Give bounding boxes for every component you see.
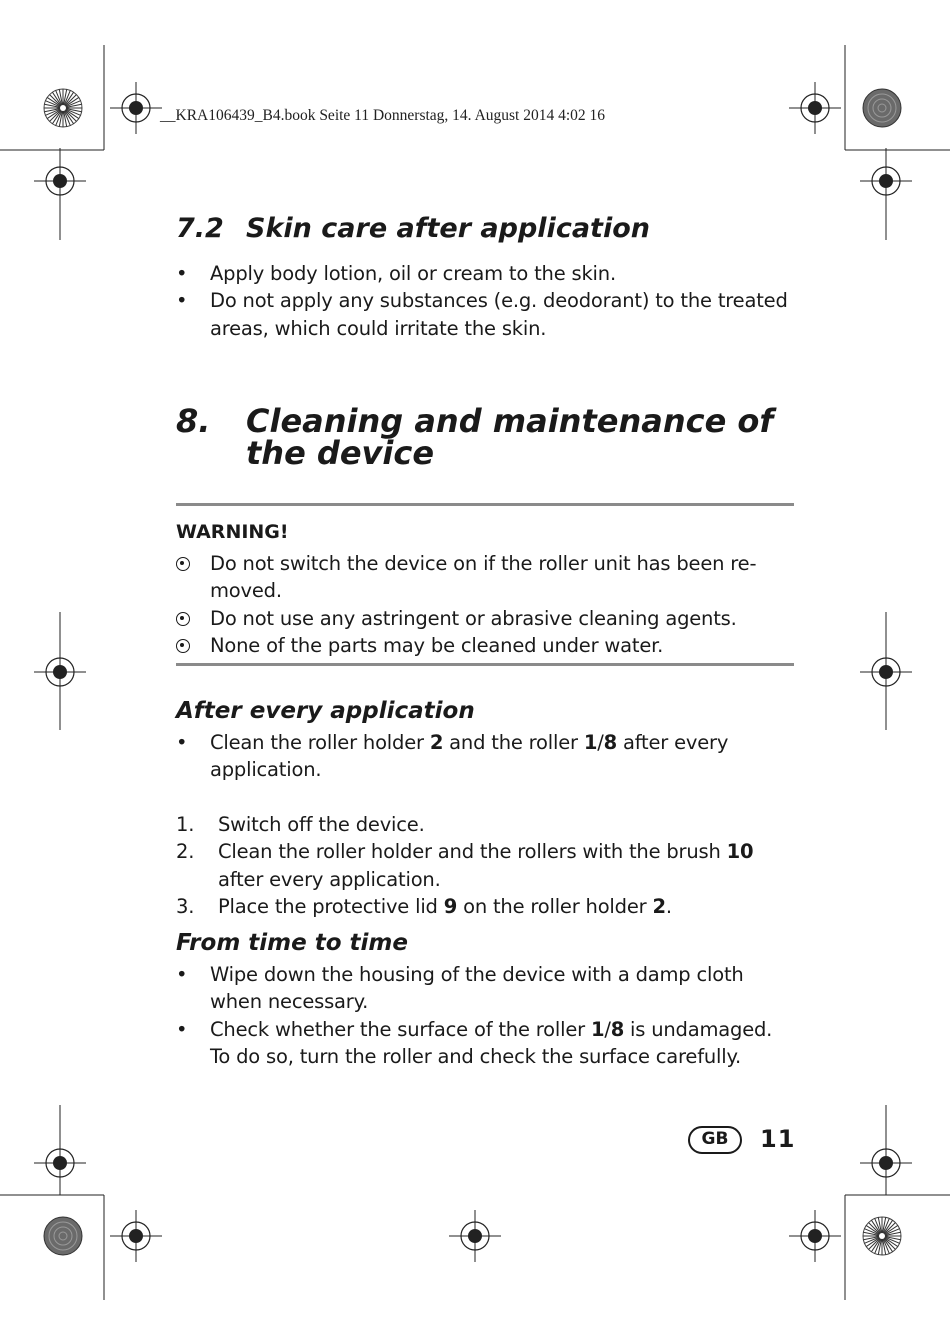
- section-7-2-heading: [176, 213, 650, 244]
- warning-bullet-icon: [176, 639, 190, 653]
- bullet-icon: •: [176, 262, 188, 285]
- step-number: 3.: [176, 894, 195, 918]
- list-item: 2. Clean the roller holder and the rollers with the brush 10 after every application.: [176, 840, 754, 891]
- list-item: • Wipe down the housing of the device with a damp cloth when necessary.: [176, 963, 744, 1014]
- list-item: • Do not apply any substances (e.g. deodorant) to the treated areas, which could irritate the skin.: [176, 289, 788, 340]
- warning-top-rule: [176, 503, 794, 506]
- warning-bullet-icon: [176, 557, 190, 571]
- section-title: Skin care after application: [246, 213, 650, 244]
- bullet-icon: •: [176, 289, 188, 313]
- page-number: 11: [760, 1125, 796, 1153]
- skin-care-list: [176, 260, 796, 342]
- section-title: Cleaning and maintenance of the device: [246, 402, 774, 472]
- list-item: 3. Place the protective lid 9 on the roller holder 2.: [176, 893, 796, 920]
- list-item: • Clean the roller holder 2 and the roller 1/8 after every application.: [176, 731, 729, 782]
- list-item: • Check whether the surface of the roller 1/8 is undamaged. To do so, turn the roller and check the surface carefully.: [176, 1017, 773, 1068]
- list-item: 1. Switch off the device.: [176, 811, 796, 838]
- warning-title: WARNING!: [176, 521, 289, 543]
- time-to-time-list: [176, 961, 796, 1070]
- section-number: 8.: [176, 402, 211, 440]
- list-item: None of the parts may be cleaned under water.: [176, 632, 796, 659]
- after-every-list: [176, 729, 796, 784]
- warning-bullet-icon: [176, 612, 190, 626]
- after-every-heading: After every application: [176, 698, 475, 724]
- warning-list: [176, 550, 796, 659]
- step-number: 2.: [176, 840, 195, 864]
- step-number: 1.: [176, 813, 195, 836]
- list-item: • Apply body lotion, oil or cream to the skin.: [176, 260, 796, 287]
- list-item: Do not switch the device on if the roller unit has been re-moved.: [176, 550, 796, 605]
- bullet-icon: •: [176, 963, 188, 986]
- list-item: Do not use any astringent or abrasive cleaning agents.: [176, 605, 796, 632]
- time-to-time-heading: From time to time: [176, 930, 408, 956]
- bullet-icon: •: [176, 1017, 188, 1041]
- print-header: __KRA106439_B4.book Seite 11 Donnerstag, 14. August 2014 4:02 16: [160, 107, 606, 124]
- warning-bottom-rule: [176, 663, 794, 666]
- country-badge: GB: [688, 1126, 742, 1154]
- section-number: 7.2: [176, 213, 224, 244]
- bullet-icon: •: [176, 731, 188, 754]
- cleaning-steps-list: [176, 811, 796, 920]
